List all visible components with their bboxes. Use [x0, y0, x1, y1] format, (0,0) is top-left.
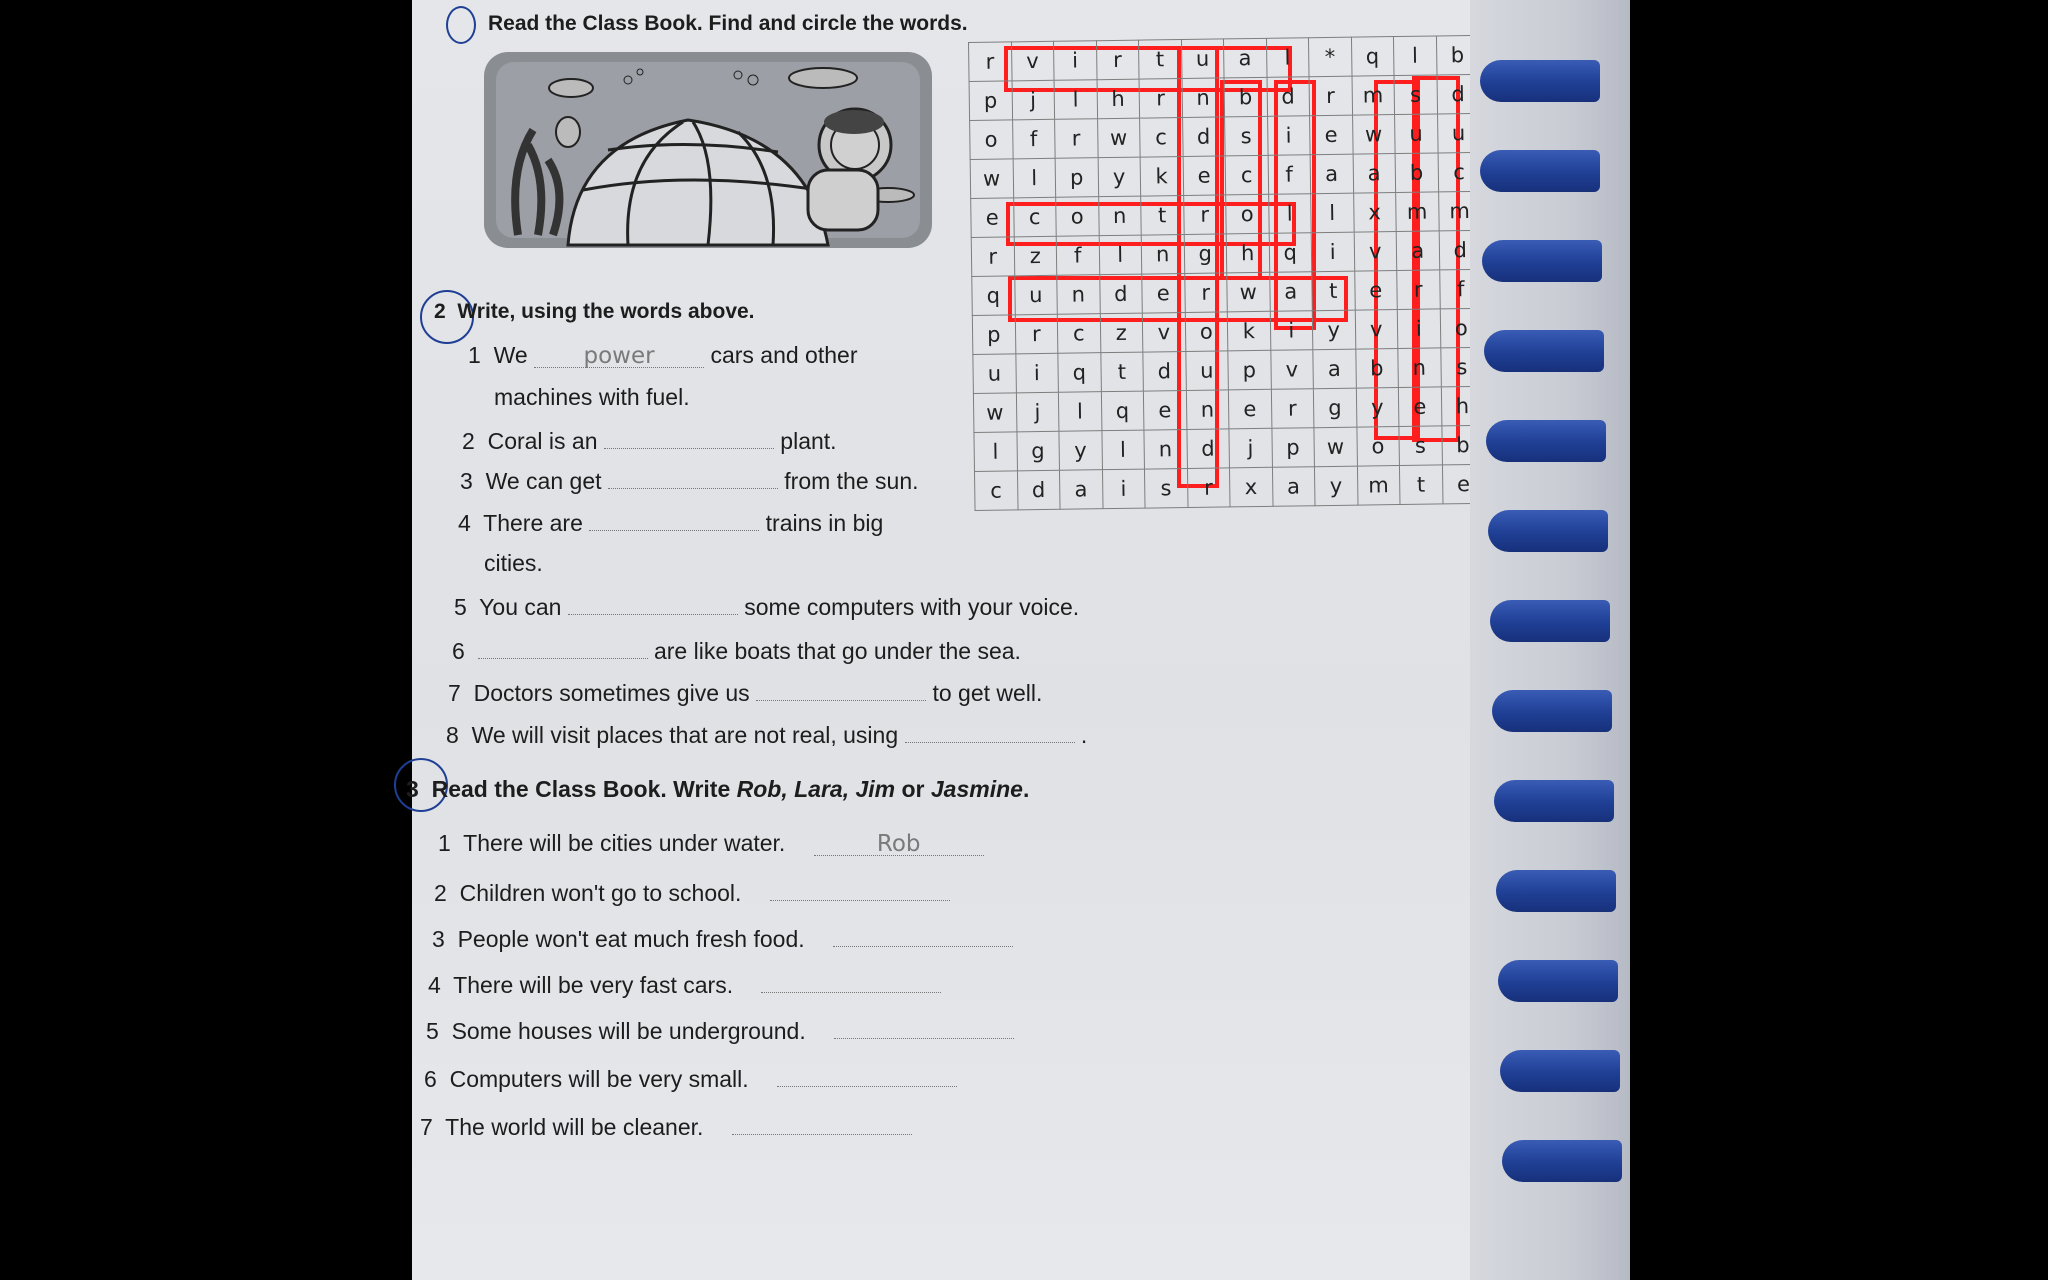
a3-item-3: 3 People won't eat much fresh food. — [432, 922, 1013, 953]
grid-letter[interactable]: i — [1397, 309, 1440, 349]
grid-letter[interactable]: a — [1313, 349, 1356, 389]
spiral-coil — [1484, 330, 1604, 372]
a3-answer-6[interactable] — [777, 1062, 957, 1087]
a3-answer-3[interactable] — [833, 922, 1013, 947]
grid-letter[interactable]: d — [1143, 351, 1186, 391]
grid-letter[interactable]: b — [1224, 77, 1267, 117]
grid-letter[interactable]: r — [1271, 389, 1314, 429]
grid-letter[interactable]: e — [1183, 156, 1226, 196]
grid-letter[interactable]: n — [1186, 390, 1229, 430]
spiral-coil — [1492, 690, 1612, 732]
a3-item-4: 4 There will be very fast cars. — [428, 968, 941, 999]
grid-letter[interactable]: t — [1312, 271, 1355, 311]
spiral-coil — [1502, 1140, 1622, 1182]
grid-letter[interactable]: u — [1181, 39, 1224, 79]
a2-item-1-cont: machines with fuel. — [494, 384, 690, 410]
grid-letter[interactable]: o — [1226, 194, 1269, 234]
grid-letter[interactable]: i — [1015, 353, 1058, 393]
grid-letter[interactable]: e — [1442, 464, 1485, 504]
grid-letter[interactable]: v — [1142, 312, 1185, 352]
grid-letter[interactable]: a — [1223, 38, 1266, 78]
grid-letter[interactable]: l — [1054, 80, 1097, 120]
grid-letter[interactable]: m — [1352, 76, 1395, 116]
grid-letter[interactable]: e — [971, 198, 1014, 238]
grid-letter[interactable]: r — [1055, 119, 1098, 159]
grid-letter[interactable]: l — [974, 432, 1017, 472]
grid-letter[interactable]: t — [1141, 196, 1184, 236]
grid-letter[interactable]: h — [1226, 233, 1269, 273]
grid-letter[interactable]: t — [1399, 465, 1442, 505]
grid-letter[interactable]: h — [1441, 386, 1484, 426]
grid-letter[interactable]: s — [1399, 426, 1442, 466]
grid-letter[interactable]: l — [1266, 38, 1309, 78]
grid-letter[interactable]: i — [1102, 469, 1145, 509]
a2-item-3: 3 We can get from the sun. — [460, 464, 919, 495]
grid-letter[interactable]: p — [1271, 428, 1314, 468]
activity-1-title: Read the Class Book. Find and circle the words. — [488, 12, 968, 35]
grid-letter[interactable]: d — [1182, 117, 1225, 157]
a2-answer-1[interactable]: power — [534, 343, 704, 368]
grid-letter[interactable]: r — [1397, 270, 1440, 310]
grid-letter[interactable]: w — [1352, 115, 1395, 155]
a3-item-2: 2 Children won't go to school. — [434, 876, 950, 907]
grid-letter[interactable]: d — [1439, 230, 1482, 270]
grid-letter[interactable]: m — [1438, 191, 1481, 231]
a3-item-7: 7 The world will be cleaner. — [420, 1110, 912, 1141]
a2-answer-4[interactable] — [589, 506, 759, 531]
grid-letter[interactable]: i — [1053, 41, 1096, 81]
grid-letter[interactable]: r — [1184, 273, 1227, 313]
grid-letter[interactable]: d — [1186, 429, 1229, 469]
grid-letter[interactable]: y — [1356, 388, 1399, 428]
grid-letter[interactable]: g — [1016, 431, 1059, 471]
grid-letter[interactable]: u — [973, 354, 1016, 394]
a3-item-5: 5 Some houses will be underground. — [426, 1014, 1014, 1045]
grid-letter[interactable]: y — [1059, 431, 1102, 471]
spiral-coil — [1486, 420, 1606, 462]
a3-item-6: 6 Computers will be very small. — [424, 1062, 957, 1093]
grid-letter[interactable]: o — [1356, 427, 1399, 467]
spiral-coil — [1494, 780, 1614, 822]
grid-letter[interactable]: a — [1059, 470, 1102, 510]
grid-letter[interactable]: j — [1012, 80, 1055, 120]
grid-letter[interactable]: a — [1310, 154, 1353, 194]
grid-letter[interactable]: b — [1395, 153, 1438, 193]
grid-letter[interactable]: r — [1183, 195, 1226, 235]
grid-letter[interactable]: e — [1143, 390, 1186, 430]
grid-letter[interactable]: j — [1016, 392, 1059, 432]
a2-answer-3[interactable] — [608, 464, 778, 489]
activity-3-header: 3 Read the Class Book. Write Rob, Lara, Jim or Jasmine. — [406, 776, 1030, 802]
grid-letter[interactable]: t — [1138, 40, 1181, 80]
grid-letter[interactable]: q — [1101, 391, 1144, 431]
spiral-coil — [1488, 510, 1608, 552]
grid-letter[interactable]: r — [1139, 79, 1182, 119]
grid-letter[interactable]: r — [969, 42, 1012, 82]
grid-letter[interactable]: r — [1015, 314, 1058, 354]
grid-letter[interactable]: v — [1270, 350, 1313, 390]
a2-item-2: 2 Coral is an plant. — [462, 424, 837, 455]
grid-letter[interactable]: l — [1013, 158, 1056, 198]
grid-letter[interactable]: g — [1184, 234, 1227, 274]
a2-item-7: 7 Doctors sometimes give us to get well. — [448, 676, 1042, 707]
spiral-coil — [1482, 240, 1602, 282]
grid-letter[interactable]: v — [1011, 41, 1054, 81]
grid-letter[interactable]: v — [1354, 232, 1397, 272]
grid-letter[interactable]: o — [970, 120, 1013, 160]
grid-letter[interactable]: a — [1269, 272, 1312, 312]
grid-letter[interactable]: u — [1437, 113, 1480, 153]
grid-letter[interactable]: t — [1100, 352, 1143, 392]
word-search-grid — [968, 35, 1485, 511]
grid-letter[interactable]: w — [1097, 118, 1140, 158]
spiral-coil — [1498, 960, 1618, 1002]
grid-letter[interactable]: p — [1228, 350, 1271, 390]
grid-letter[interactable]: k — [1140, 157, 1183, 197]
a2-answer-5[interactable] — [568, 590, 738, 615]
grid-letter[interactable]: s — [1225, 116, 1268, 156]
grid-letter[interactable]: e — [1398, 387, 1441, 427]
grid-letter[interactable]: r — [971, 237, 1014, 277]
grid-letter[interactable]: x — [1353, 193, 1396, 233]
grid-letter[interactable]: c — [1225, 155, 1268, 195]
a2-answer-2[interactable] — [604, 424, 774, 449]
grid-letter[interactable]: l — [1311, 193, 1354, 233]
grid-letter[interactable]: n — [1141, 235, 1184, 275]
grid-letter[interactable]: s — [1394, 75, 1437, 115]
grid-letter[interactable]: r — [1187, 468, 1230, 508]
spiral-coil — [1500, 1050, 1620, 1092]
a3-item-1: 1 There will be cities under water. Rob — [438, 830, 984, 857]
a3-answer-4[interactable] — [761, 968, 941, 993]
grid-letter[interactable]: n — [1144, 429, 1187, 469]
spiral-coil — [1480, 60, 1600, 102]
spiral-coil — [1490, 600, 1610, 642]
grid-letter[interactable]: n — [1057, 275, 1100, 315]
activity-2-header: 2 Write, using the words above. — [434, 300, 755, 323]
grid-letter[interactable]: x — [1229, 467, 1272, 507]
grid-letter[interactable]: k — [1227, 311, 1270, 351]
grid-letter[interactable]: p — [1055, 158, 1098, 198]
spiral-binding — [1470, 0, 1630, 1280]
grid-letter[interactable]: l — [1393, 36, 1436, 76]
grid-letter[interactable]: j — [1229, 428, 1272, 468]
a3-answer-2[interactable] — [770, 876, 950, 901]
a3-answer-7[interactable] — [732, 1110, 912, 1135]
grid-letter[interactable]: n — [1182, 78, 1225, 118]
grid-letter[interactable]: o — [1185, 312, 1228, 352]
grid-letter[interactable]: w — [1227, 272, 1270, 312]
grid-letter[interactable]: b — [1441, 425, 1484, 465]
grid-letter[interactable]: s — [1440, 347, 1483, 387]
grid-letter[interactable]: f — [1012, 119, 1055, 159]
grid-letter[interactable]: c — [1013, 197, 1056, 237]
grid-letter[interactable]: s — [1144, 468, 1187, 508]
grid-letter[interactable]: c — [1057, 314, 1100, 354]
a2-item-6: 6 are like boats that go under the sea. — [452, 634, 1021, 665]
grid-letter[interactable]: q — [1269, 233, 1312, 273]
grid-letter[interactable]: m — [1396, 192, 1439, 232]
grid-letter[interactable]: y — [1314, 466, 1357, 506]
a2-item-4-cont: cities. — [484, 550, 543, 576]
grid-letter[interactable]: z — [1014, 236, 1057, 276]
grid-letter[interactable]: w — [973, 393, 1016, 433]
grid-letter[interactable]: q — [1351, 37, 1394, 77]
grid-letter[interactable]: d — [1437, 74, 1480, 114]
grid-letter[interactable]: a — [1353, 154, 1396, 194]
grid-letter[interactable]: p — [969, 81, 1012, 121]
grid-letter[interactable]: g — [1313, 388, 1356, 428]
grid-letter[interactable]: v — [1355, 310, 1398, 350]
grid-letter[interactable]: n — [1098, 196, 1141, 236]
grid-letter[interactable]: a — [1396, 231, 1439, 271]
grid-letter[interactable]: u — [1185, 351, 1228, 391]
grid-letter[interactable]: i — [1267, 116, 1310, 156]
grid-letter[interactable]: l — [1058, 392, 1101, 432]
grid-letter[interactable]: n — [1398, 348, 1441, 388]
grid-letter[interactable]: f — [1439, 269, 1482, 309]
a2-item-1: 1 We power cars and other — [468, 342, 858, 369]
grid-letter[interactable]: e — [1354, 271, 1397, 311]
grid-letter[interactable]: w — [970, 159, 1013, 199]
a2-item-8: 8 We will visit places that are not real, using . — [446, 718, 1087, 749]
grid-letter[interactable]: o — [1440, 308, 1483, 348]
grid-letter[interactable]: z — [1100, 313, 1143, 353]
a2-answer-8[interactable] — [905, 718, 1075, 743]
grid-letter[interactable]: b — [1436, 35, 1479, 75]
grid-letter[interactable]: c — [1140, 118, 1183, 158]
grid-letter[interactable]: l — [1099, 235, 1142, 275]
grid-letter[interactable]: e — [1310, 115, 1353, 155]
grid-letter[interactable]: d — [1267, 77, 1310, 117]
spiral-coil — [1480, 150, 1600, 192]
grid-letter[interactable]: h — [1097, 79, 1140, 119]
grid-letter[interactable]: p — [972, 315, 1015, 355]
grid-letter[interactable]: i — [1311, 232, 1354, 272]
grid-letter[interactable]: r — [1309, 76, 1352, 116]
underwater-dome-illustration — [478, 50, 938, 260]
grid-letter[interactable]: a — [1272, 467, 1315, 507]
grid-letter[interactable]: o — [1056, 197, 1099, 237]
grid-letter[interactable]: c — [974, 471, 1017, 511]
grid-letter[interactable]: l — [1101, 430, 1144, 470]
grid-letter[interactable]: e — [1142, 274, 1185, 314]
grid-letter[interactable]: r — [1096, 40, 1139, 80]
grid-letter[interactable]: m — [1357, 466, 1400, 506]
grid-letter[interactable]: w — [1314, 427, 1357, 467]
grid-letter[interactable]: i — [1270, 311, 1313, 351]
spiral-coil — [1496, 870, 1616, 912]
workbook-page — [406, 0, 1612, 1280]
grid-letter[interactable]: * — [1308, 37, 1351, 77]
grid-letter[interactable]: e — [1228, 389, 1271, 429]
grid-letter[interactable]: q — [1058, 353, 1101, 393]
grid-letter[interactable]: d — [1099, 274, 1142, 314]
grid-letter[interactable]: l — [1268, 194, 1311, 234]
grid-letter[interactable]: y — [1098, 157, 1141, 197]
grid-letter[interactable]: c — [1438, 152, 1481, 192]
grid-letter[interactable]: q — [972, 276, 1015, 316]
a3-answer-5[interactable] — [834, 1014, 1014, 1039]
grid-letter[interactable]: f — [1268, 155, 1311, 195]
grid-letter[interactable]: b — [1355, 349, 1398, 389]
a3-answer-1[interactable]: Rob — [814, 831, 984, 856]
grid-row — [974, 464, 1484, 510]
a2-answer-6[interactable] — [478, 634, 648, 659]
grid-letter[interactable]: u — [1014, 275, 1057, 315]
a2-item-5: 5 You can some computers with your voice. — [454, 590, 1079, 621]
a2-item-4: 4 There are trains in big — [458, 506, 883, 537]
grid-letter[interactable]: f — [1056, 236, 1099, 276]
grid-letter[interactable]: d — [1017, 470, 1060, 510]
activity-1-circle — [446, 6, 476, 44]
grid-letter[interactable]: u — [1395, 114, 1438, 154]
grid-letter[interactable]: y — [1312, 310, 1355, 350]
a2-answer-7[interactable] — [756, 676, 926, 701]
